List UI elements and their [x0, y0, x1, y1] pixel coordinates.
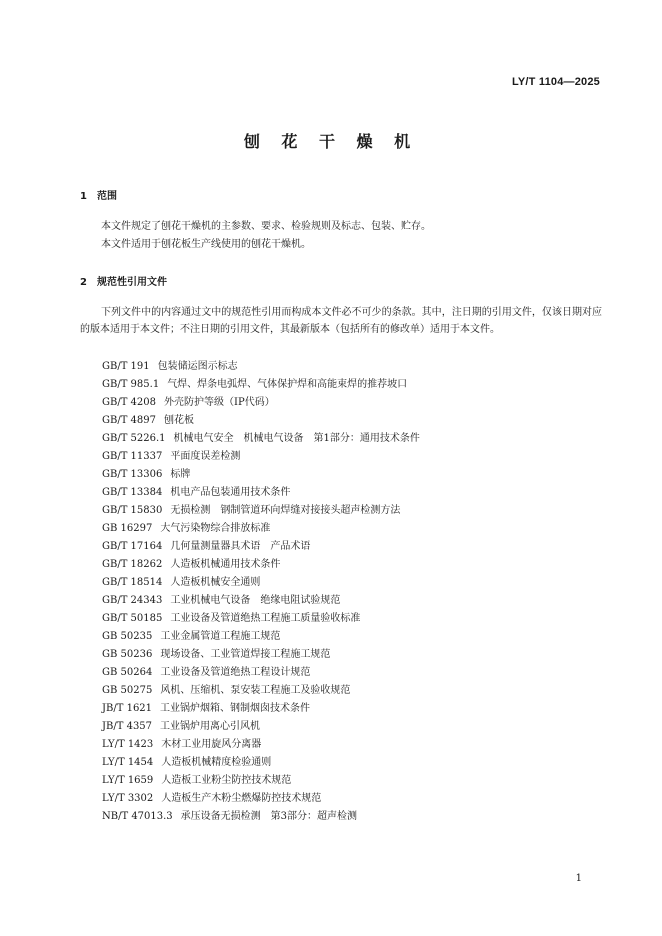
reference-item — [102, 556, 420, 574]
reference-code: GB/T 5226.1 — [102, 433, 166, 444]
reference-list — [102, 358, 420, 826]
reference-item — [102, 790, 420, 808]
reference-code: GB/T 11337 — [102, 451, 163, 462]
reference-item — [102, 448, 420, 466]
header-divider — [78, 94, 598, 95]
reference-code: GB/T 17164 — [102, 541, 163, 552]
reference-item — [102, 538, 420, 556]
reference-title: 人造板机械精度检验通则 — [161, 757, 272, 768]
reference-title: 现场设备、工业管道焊接工程施工规范 — [160, 649, 331, 660]
reference-item — [102, 808, 420, 826]
section-title: 规范性引用文件 — [97, 277, 167, 288]
reference-title: 木材工业用旋风分离器 — [161, 739, 262, 750]
reference-item — [102, 412, 420, 430]
reference-code: GB 50236 — [102, 649, 153, 660]
section-number: 2 — [80, 277, 87, 288]
scope-paragraph-2: 本文件适用于刨花板生产线使用的刨花干燥机。 — [101, 239, 311, 250]
reference-code: JB/T 4357 — [102, 721, 153, 732]
reference-code: GB 50275 — [102, 685, 153, 696]
reference-title: 工业金属管道工程施工规范 — [160, 631, 281, 642]
reference-title: 包装储运图示标志 — [157, 361, 238, 372]
reference-title: 工业锅炉烟箱、钢制烟囱技术条件 — [160, 703, 311, 714]
reference-title: 工业设备及管道绝热工程设计规范 — [160, 667, 311, 678]
reference-code: LY/T 1423 — [102, 739, 154, 750]
reference-item — [102, 628, 420, 646]
reference-title: 人造板机械通用技术条件 — [170, 559, 281, 570]
reference-code: GB/T 13384 — [102, 487, 163, 498]
reference-code: NB/T 47013.3 — [102, 811, 173, 822]
reference-code: LY/T 1659 — [102, 775, 154, 786]
reference-code: LY/T 3302 — [102, 793, 154, 804]
reference-title: 风机、压缩机、泵安装工程施工及验收规范 — [160, 685, 351, 696]
reference-title: 大气污染物综合排放标准 — [160, 523, 271, 534]
reference-item — [102, 718, 420, 736]
reference-code: GB/T 4897 — [102, 415, 157, 426]
reference-item — [102, 646, 420, 664]
reference-item — [102, 484, 420, 502]
reference-item — [102, 394, 420, 412]
reference-title: 工业机械电气设备 绝缘电阻试验规范 — [170, 595, 341, 606]
reference-title: 几何量测量器具术语 产品术语 — [170, 541, 311, 552]
reference-title: 工业锅炉用离心引风机 — [160, 721, 261, 732]
section-heading-scope — [80, 187, 117, 202]
reference-item — [102, 592, 420, 610]
reference-item — [102, 502, 420, 520]
section-number: 1 — [80, 191, 87, 202]
reference-title: 平面度误差检测 — [170, 451, 241, 462]
reference-code: GB/T 4208 — [102, 397, 157, 408]
reference-title: 机械电气安全 机械电气设备 第1部分：通用技术条件 — [173, 433, 420, 444]
reference-title: 人造板生产木粉尘燃爆防控技术规范 — [161, 793, 322, 804]
section-heading-references — [80, 273, 167, 288]
reference-code: GB 16297 — [102, 523, 153, 534]
reference-title: 标牌 — [170, 469, 191, 480]
reference-item — [102, 358, 420, 376]
reference-item — [102, 736, 420, 754]
document-title: 刨 花 干 燥 机 — [243, 132, 419, 151]
section-title: 范围 — [97, 191, 117, 202]
reference-title: 无损检测 钢制管道环向焊缝对接接头超声检测方法 — [170, 505, 401, 516]
reference-title: 刨花板 — [164, 415, 195, 426]
reference-code: GB 50264 — [102, 667, 153, 678]
reference-code: GB/T 18262 — [102, 559, 163, 570]
scope-paragraph-1: 本文件规定了刨花干燥机的主参数、要求、检验规则及标志、包装、贮存。 — [101, 221, 431, 232]
reference-item — [102, 574, 420, 592]
reference-code: GB/T 15830 — [102, 505, 163, 516]
reference-title: 承压设备无损检测 第3部分：超声检测 — [180, 811, 358, 822]
reference-code: GB/T 13306 — [102, 469, 163, 480]
reference-item — [102, 520, 420, 538]
reference-code: GB/T 50185 — [102, 613, 163, 624]
standard-code: LY/T 1104—2025 — [511, 76, 600, 88]
reference-item — [102, 664, 420, 682]
reference-item — [102, 700, 420, 718]
reference-title: 人造板工业粉尘防控技术规范 — [161, 775, 292, 786]
reference-title: 气焊、焊条电弧焊、气体保护焊和高能束焊的推荐坡口 — [167, 379, 408, 390]
reference-title: 人造板机械安全通则 — [170, 577, 261, 588]
reference-item — [102, 466, 420, 484]
reference-code: JB/T 1621 — [102, 703, 153, 714]
reference-title: 外壳防护等级（IP代码） — [164, 397, 275, 408]
page-number: 1 — [575, 873, 582, 884]
reference-item — [102, 772, 420, 790]
reference-title: 机电产品包装通用技术条件 — [170, 487, 291, 498]
reference-title: 工业设备及管道绝热工程施工质量验收标准 — [170, 613, 361, 624]
references-intro-paragraph: 下列文件中的内容通过文中的规范性引用而构成本文件必不可少的条款。其中，注日期的引用文件，仅该日期对应的版本适用于本文件；不注日期的引用文件，其最新版本（包括所有的修改单）适用于本文件。 — [80, 307, 602, 335]
reference-code: LY/T 1454 — [102, 757, 154, 768]
reference-item — [102, 610, 420, 628]
reference-code: GB/T 191 — [102, 361, 150, 372]
reference-code: GB/T 18514 — [102, 577, 163, 588]
reference-item — [102, 754, 420, 772]
reference-code: GB/T 24343 — [102, 595, 163, 606]
reference-code: GB 50235 — [102, 631, 153, 642]
reference-item — [102, 376, 420, 394]
reference-code: GB/T 985.1 — [102, 379, 160, 390]
reference-item — [102, 682, 420, 700]
reference-item — [102, 430, 420, 448]
